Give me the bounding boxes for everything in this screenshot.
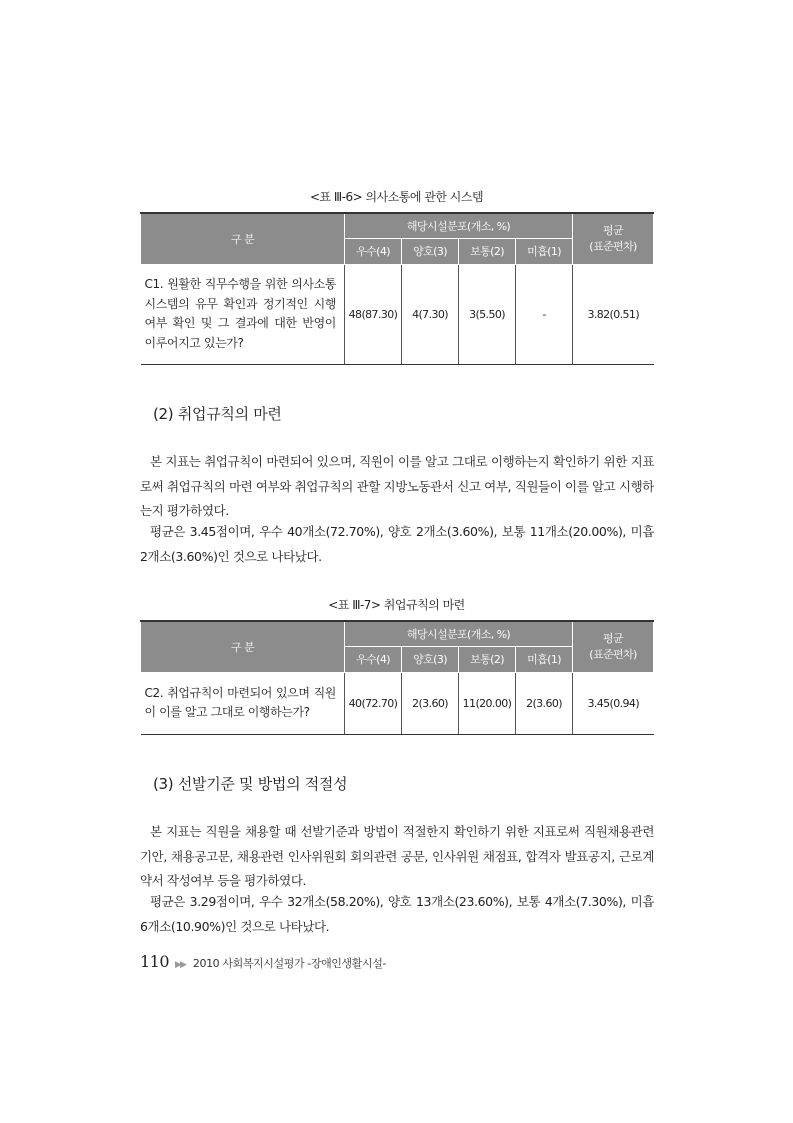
- table2: [140, 620, 654, 735]
- page-number: 110: [140, 952, 170, 971]
- table2-value-average: 11(20.00): [459, 672, 516, 734]
- table1-subheader-average: 보통(2): [459, 238, 516, 264]
- table1-header-distribution: 해당시설분포(개소, %): [345, 213, 573, 238]
- table-row: [141, 672, 654, 734]
- table2-header-distribution: 해당시설분포(개소, %): [345, 621, 573, 646]
- page-footer: [140, 952, 386, 971]
- table2-subheader-good: 양호(3): [402, 646, 459, 672]
- table1-subheader-excellent: 우수(4): [345, 238, 402, 264]
- section3-paragraph2: 평균은 3.29점이며, 우수 32개소(58.20%), 양호 13개소(23.60%), 보통 4개소(7.30%), 미흡 6개소(10.90%)인 것으로 나타났다.: [140, 894, 654, 934]
- double-arrow-icon: ▶▶: [175, 960, 185, 970]
- table2-value-mean: 3.45(0.94): [573, 672, 654, 734]
- table2-value-poor: 2(3.60): [516, 672, 573, 734]
- table-row: [141, 264, 654, 364]
- table1-item-text: 원활한 직무수행을 위한 의사소통 시스템의 유무 확인과 정기적인 시행여부 확인 및 그 결과에 대한 반영이 이루어지고 있는가?: [144, 277, 336, 350]
- table1-subheader-poor: 미흡(1): [516, 238, 573, 264]
- table1-header-average-line2: (표준편차): [589, 239, 637, 253]
- table1-item-code: C1.: [144, 277, 164, 291]
- table1-value-mean: 3.82(0.51): [573, 264, 654, 364]
- table1-caption: <표 Ⅲ-6> 의사소통에 관한 시스템: [309, 190, 484, 204]
- section3-title: (3) 선발기준 및 방법의 적절성: [153, 775, 348, 793]
- table2-subheader-excellent: 우수(4): [345, 646, 402, 672]
- table2-subheader-average: 보통(2): [459, 646, 516, 672]
- table2-item-code: C2.: [144, 685, 164, 700]
- table2-caption: <표 Ⅲ-7> 취업규칙의 마련: [328, 598, 465, 612]
- table1-value-average: 3(5.50): [459, 264, 516, 364]
- table1: [140, 212, 654, 365]
- table1-value-excellent: 48(87.30): [345, 264, 402, 364]
- table1-subheader-good: 양호(3): [402, 238, 459, 264]
- table2-header-average-line1: 평균: [602, 631, 624, 645]
- table2-value-excellent: 40(72.70): [345, 672, 402, 734]
- section2-paragraph1: 본 지표는 취업규칙이 마련되어 있으며, 직원이 이를 알고 그대로 이행하는지 확인하기 위한 지표로써 취업규칙의 마련 여부와 취업규칙의 관할 지방노동관서 신고 여부, 직원들이 이를 알고 시행하는지 평가하였다.: [140, 454, 654, 518]
- table1-header-group: 구 분: [141, 213, 345, 264]
- table2-header-average-line2: (표준편차): [589, 647, 637, 661]
- footer-title: 2010 사회복지시설평가 -장애인생활시설-: [192, 957, 387, 970]
- table1-header-average-line1: 평균: [602, 223, 624, 237]
- table1-item-cell: [141, 264, 345, 364]
- table2-item-cell: [141, 672, 345, 734]
- table2-header-average: [573, 621, 654, 672]
- table1-value-good: 4(7.30): [402, 264, 459, 364]
- table2-item-text: 취업규칙이 마련되어 있으며 직원이 이를 알고 그대로 이행하는가?: [144, 685, 336, 719]
- section3-paragraph1: 본 지표는 직원을 채용할 때 선발기준과 방법이 적절한지 확인하기 위한 지표로써 직원채용관련기안, 채용공고문, 채용관련 인사위원회 회의관련 공문, 인사위원 채점표, 합격자 발표공지, 근로계약서 작성여부 등을 평가하였다.: [140, 824, 654, 888]
- section2-title: (2) 취업규칙의 마련: [153, 405, 282, 423]
- table2-value-good: 2(3.60): [402, 672, 459, 734]
- table2-subheader-poor: 미흡(1): [516, 646, 573, 672]
- table1-header-average: [573, 213, 654, 264]
- table2-header-group: 구 분: [141, 621, 345, 672]
- section2-paragraph2: 평균은 3.45점이며, 우수 40개소(72.70%), 양호 2개소(3.60%), 보통 11개소(20.00%), 미흡 2개소(3.60%)인 것으로 나타났다.: [140, 524, 654, 564]
- table1-value-poor: -: [516, 264, 573, 364]
